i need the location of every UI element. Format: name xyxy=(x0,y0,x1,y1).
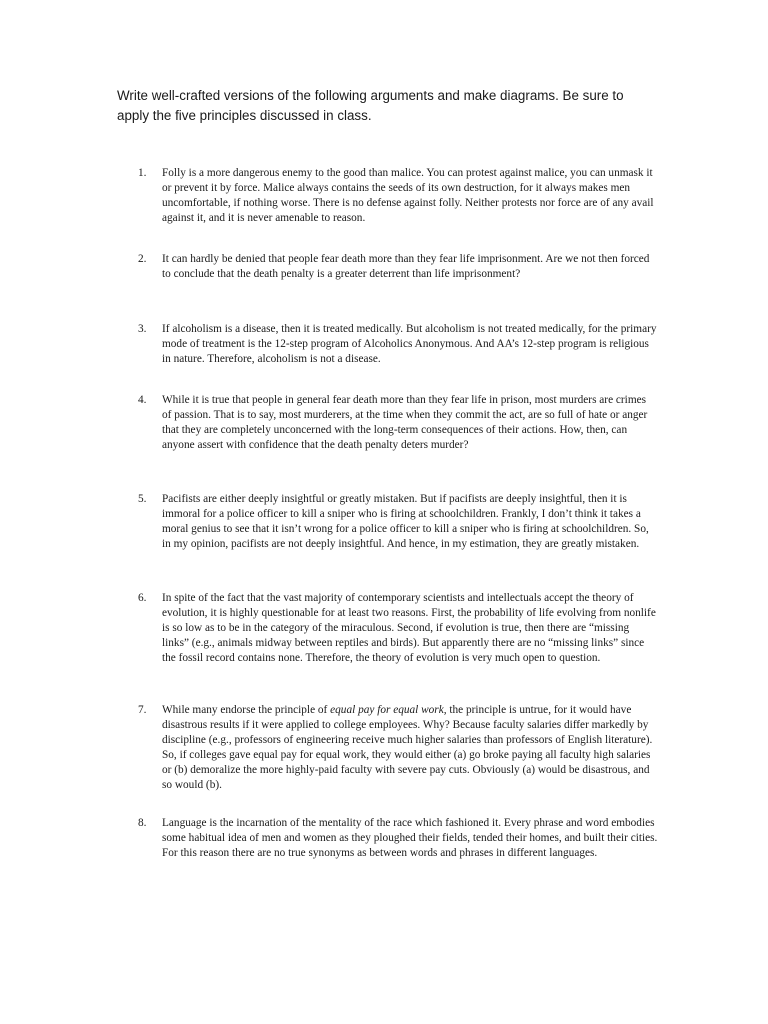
item-text-part: the principle is untrue, for it would have disastrous results if it were applied to college employees. Why? Because faculty salaries differ markedly by discipline (e.g., professors of engineering receive much higher salaries than professors of English literature). So, if colleges gave equal pay for equal work, they would either (a) go broke paying all faculty high salaries or (b) demoralize the more highly-paid faculty with severe pay cuts. Obviously (a) would be disastrous, and so would (b). xyxy=(162,704,653,791)
item-text: Pacifists are either deeply insightful or greatly mistaken. But if pacifists are deeply insightful, then it is immoral for a police officer to kill a sniper who is firing at schoolchildren. Frankly, I don’t think it takes a moral genius to see that it isn’t wrong for a police officer to kill a sniper who is firing at schoolchildren. So, in my opinion, pacifists are not deeply insightful. And hence, in my estimation, they are greatly mistaken. xyxy=(162,493,649,550)
item-text xyxy=(162,703,658,793)
argument-item-8 xyxy=(138,816,658,861)
item-text: If alcoholism is a disease, then it is treated medically. But alcoholism is not treated medically, for the primary mode of treatment is the 12-step program of Alcoholics Anonymous. And AA’s 12-step program is religious in nature. Therefore, alcoholism is not a disease. xyxy=(162,323,657,365)
argument-item-6 xyxy=(138,591,658,666)
argument-item-3 xyxy=(138,322,658,367)
argument-item-4 xyxy=(138,393,658,453)
item-text: It can hardly be denied that people fear death more than they fear life imprisonment. Are we not then forced to conclude that the death penalty is a greater deterrent than life imprisonment? xyxy=(162,253,650,280)
argument-item-1 xyxy=(138,166,658,226)
item-number: 8. xyxy=(138,817,147,829)
item-text-part: While many endorse the principle of xyxy=(162,704,331,716)
item-text-italic: equal pay for equal work, xyxy=(330,704,447,716)
item-number: 6. xyxy=(138,592,147,604)
item-number: 1. xyxy=(138,167,147,179)
argument-item-2 xyxy=(138,252,658,282)
instructions-heading: Write well-crafted versions of the following arguments and make diagrams. Be sure to apply the five principles discussed in class. xyxy=(117,88,624,123)
argument-item-5 xyxy=(138,492,658,552)
item-text: Language is the incarnation of the mentality of the race which fashioned it. Every phrase and word embodies some habitual idea of men and women as they ploughed their fields, tended their homes, and built their cities. For this reason there are no true synonyms as between words and phrases in different languages. xyxy=(162,817,658,859)
item-number: 4. xyxy=(138,394,147,406)
argument-item-7 xyxy=(138,703,658,793)
item-number: 7. xyxy=(138,704,147,716)
item-number: 2. xyxy=(138,253,147,265)
item-text: While it is true that people in general fear death more than they fear life in prison, most murders are crimes of passion. That is to say, most murderers, at the time when they commit the act, are so full of hate or anger that they are completely unconcerned with the long-term consequences of their actions. How, then, can anyone assert with confidence that the death penalty deters murder? xyxy=(162,394,648,451)
item-number: 3. xyxy=(138,323,147,335)
item-number: 5. xyxy=(138,493,147,505)
item-text: Folly is a more dangerous enemy to the good than malice. You can protest against malice, you can unmask it or prevent it by force. Malice always contains the seeds of its own destruction, for it always makes men uncomfortable, if nothing worse. There is no defense against folly. Neither protests nor force are of any avail against it, and it is never amenable to reason. xyxy=(162,167,654,224)
item-text: In spite of the fact that the vast majority of contemporary scientists and intellectuals accept the theory of evolution, it is highly questionable for at least two reasons. First, the probability of life evolving from nonlife is so low as to be in the category of the miraculous. Second, if evolution is true, then there are “missing links” (e.g., animals midway between reptiles and birds). But apparently there are no “missing links” since the fossil record contains none. Therefore, the theory of evolution is very much open to question. xyxy=(162,592,656,664)
